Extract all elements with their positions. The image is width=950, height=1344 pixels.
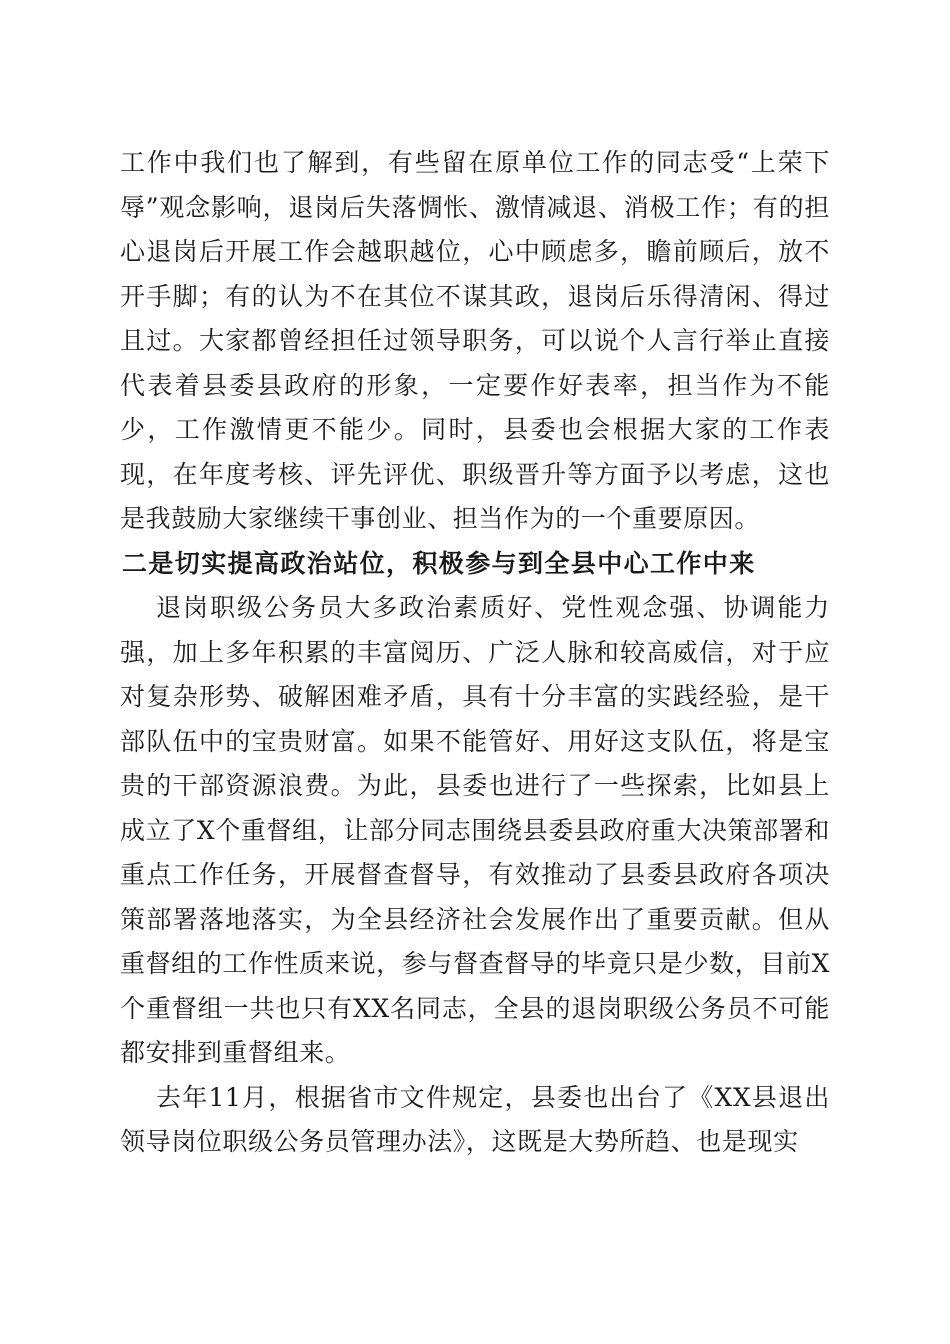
paragraph: 退岗职级公务员大多政治素质好、党性观念强、协调能力强，加上多年积累的丰富阅历、广泛人脉和较高威信，对于应对复杂形势、破解困难矛盾，具有十分丰富的实践经验，是干部队伍中的宝贵财富。如果不能管好、用好这支队伍，将是宝贵的干部资源浪费。为此，县委也进行了一些探索，比如县上成立了X个重督组，让部分同志围绕县委县政府重大决策部署和重点工作任务，开展督查督导，有效推动了县委县政府各项决策部署落地落实，为全县经济社会发展作出了重要贡献。但从重督组的工作性质来说，参与督查督导的毕竟只是少数，目前X个重督组一共也只有XX名同志，全县的退岗职级公务员不可能都安排到重督组来。 (120, 593, 830, 1067)
paragraph: 去年11月，根据省市文件规定，县委也出台了《XX县退出领导岗位职级公务员管理办法》，这既是大势所趋、也是现实 (120, 1082, 830, 1156)
section-heading (120, 542, 830, 587)
paragraph-continued: 工作中我们也了解到，有些留在原单位工作的同志受“上荣下辱”观念影响，退岗后失落惆怅、激情减退、消极工作；有的担心退岗后开展工作会越职越位，心中顾虑多，瞻前顾后，放不开手脚；有的认为不在其位不谋其政，退岗后乐得清闲、得过且过。大家都曾经担任过领导职务，可以说个人言行举止直接代表着县委县政府的形象，一定要作好表率，担当作为不能少，工作激情更不能少。同时，县委也会根据大家的工作表现，在年度考核、评先评优、职级晋升等方面予以考虑，这也是我鼓励大家继续干事创业、担当作为的一个重要原因。 (120, 148, 830, 533)
document-body (120, 141, 830, 1165)
section-heading-text: 二是切实提高政治站位，积极参与到全县中心工作中来 (122, 548, 756, 578)
